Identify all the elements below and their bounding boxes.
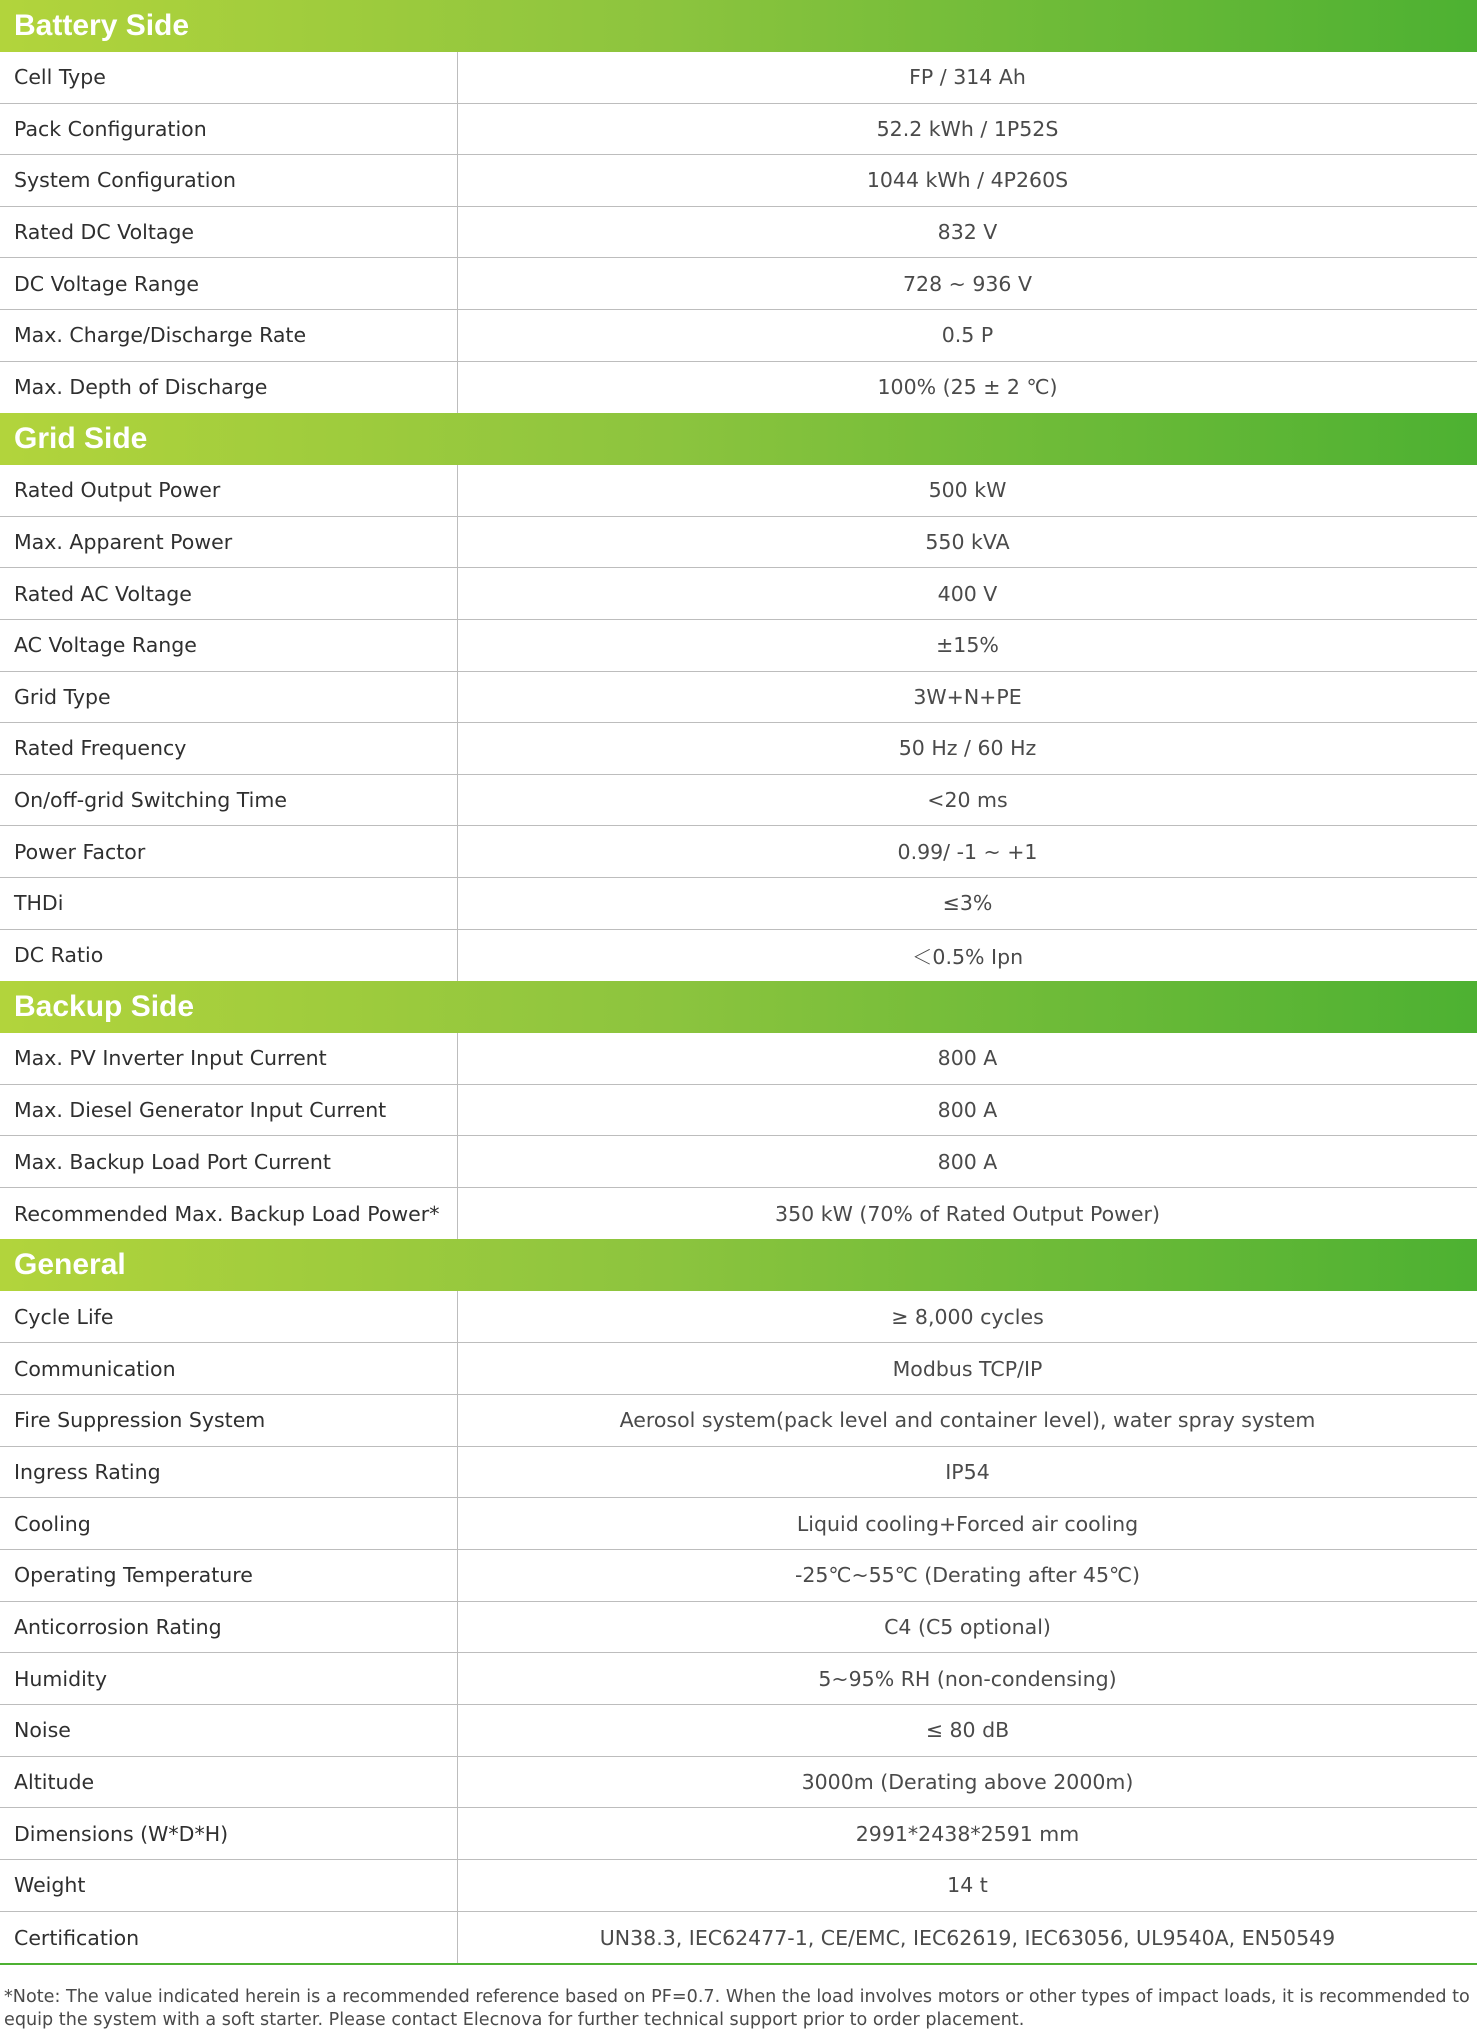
- spec-row: [0, 1291, 1477, 1343]
- spec-label: Grid Type: [0, 672, 458, 723]
- spec-row: [0, 672, 1477, 724]
- spec-label: Max. Diesel Generator Input Current: [0, 1085, 458, 1136]
- spec-label: Cell Type: [0, 52, 458, 103]
- spec-label: AC Voltage Range: [0, 620, 458, 671]
- spec-value: 800 A: [937, 1046, 998, 1071]
- spec-row: [0, 1085, 1477, 1137]
- spec-label: Max. Apparent Power: [0, 517, 458, 568]
- spec-value: ≤ 80 dB: [925, 1718, 1010, 1743]
- spec-label: Max. Backup Load Port Current: [0, 1136, 458, 1187]
- section-grid-side: [0, 413, 1477, 981]
- spec-row: [0, 1860, 1477, 1912]
- section-header-general: General: [0, 1239, 1477, 1291]
- spec-label: Ingress Rating: [0, 1447, 458, 1498]
- section-battery-side: [0, 0, 1477, 413]
- spec-row: [0, 1136, 1477, 1188]
- spec-row: [0, 517, 1477, 569]
- spec-row: [0, 1808, 1477, 1860]
- spec-row: [0, 52, 1477, 104]
- spec-row: [0, 362, 1477, 414]
- spec-label: DC Ratio: [0, 930, 458, 982]
- spec-value: Modbus TCP/IP: [892, 1356, 1043, 1381]
- bottom-divider: [0, 1963, 1477, 1965]
- spec-label: Operating Temperature: [0, 1550, 458, 1601]
- spec-value: 800 A: [937, 1149, 998, 1174]
- spec-row: [0, 1757, 1477, 1809]
- spec-value: Aerosol system(pack level and container level), water spray system: [619, 1408, 1316, 1433]
- spec-row: [0, 620, 1477, 672]
- spec-label: Weight: [0, 1860, 458, 1911]
- spec-row: [0, 1447, 1477, 1499]
- spec-row: [0, 568, 1477, 620]
- footnote: *Note: The value indicated herein is a recommended reference based on PF=0.7. When the load involves motors or other types of impact loads, it is recommended to equip the system with a soft starter. Please contact Elecnova for further technical support prior to order placement.: [4, 1987, 1470, 2030]
- spec-row: [0, 465, 1477, 517]
- spec-label: Cycle Life: [0, 1291, 458, 1342]
- spec-row: [0, 826, 1477, 878]
- spec-label: Max. Charge/Discharge Rate: [0, 310, 458, 361]
- section-header-backup-side: Backup Side: [0, 981, 1477, 1033]
- spec-label: On/off-grid Switching Time: [0, 775, 458, 826]
- spec-label: Rated DC Voltage: [0, 207, 458, 258]
- spec-label: System Configuration: [0, 155, 458, 206]
- spec-row: [0, 1033, 1477, 1085]
- spec-label: Max. PV Inverter Input Current: [0, 1033, 458, 1084]
- spec-value: -25℃~55℃ (Derating after 45℃): [794, 1563, 1141, 1588]
- spec-row: [0, 1343, 1477, 1395]
- spec-value: IP54: [945, 1459, 990, 1484]
- section-backup-side: [0, 981, 1477, 1239]
- spec-value: 5~95% RH (non-condensing): [818, 1666, 1117, 1691]
- spec-row: [0, 1912, 1477, 1964]
- spec-value: 3W+N+PE: [913, 684, 1022, 709]
- spec-value: 1044 kWh / 4P260S: [866, 168, 1069, 193]
- spec-row: [0, 1395, 1477, 1447]
- spec-row: [0, 1498, 1477, 1550]
- section-header-battery-side: Battery Side: [0, 0, 1477, 52]
- spec-row: [0, 1653, 1477, 1705]
- spec-label: Pack Configuration: [0, 104, 458, 155]
- spec-row: [0, 207, 1477, 259]
- spec-value: 100% (25 ± 2 ℃): [877, 375, 1058, 400]
- spec-value: 50 Hz / 60 Hz: [898, 736, 1037, 761]
- spec-value: ≤3%: [942, 891, 993, 916]
- spec-label: Max. Depth of Discharge: [0, 362, 458, 414]
- spec-value: 0.5 P: [941, 323, 994, 348]
- spec-row: [0, 1550, 1477, 1602]
- spec-label: Power Factor: [0, 826, 458, 877]
- spec-label: Dimensions (W*D*H): [0, 1808, 458, 1859]
- spec-label: THDi: [0, 878, 458, 929]
- spec-value: 400 V: [937, 581, 998, 606]
- spec-row: [0, 1602, 1477, 1654]
- spec-value: 14 t: [947, 1873, 988, 1898]
- spec-value: 52.2 kWh / 1P52S: [876, 116, 1059, 141]
- spec-label: Rated AC Voltage: [0, 568, 458, 619]
- spec-value: 2991*2438*2591 mm: [855, 1821, 1080, 1846]
- spec-label: Anticorrosion Rating: [0, 1602, 458, 1653]
- spec-value: <20 ms: [927, 788, 1008, 813]
- section-general: [0, 1239, 1477, 1963]
- spec-value: 800 A: [937, 1097, 998, 1122]
- spec-label: Communication: [0, 1343, 458, 1394]
- spec-value: C4 (C5 optional): [884, 1614, 1051, 1639]
- spec-label: Altitude: [0, 1757, 458, 1808]
- spec-row: [0, 878, 1477, 930]
- spec-label: Fire Suppression System: [0, 1395, 458, 1446]
- spec-row: [0, 1705, 1477, 1757]
- spec-value: UN38.3, IEC62477-1, CE/EMC, IEC62619, IEC63056, UL9540A, EN50549: [599, 1925, 1336, 1950]
- spec-label: Humidity: [0, 1653, 458, 1704]
- spec-value: ≥ 8,000 cycles: [891, 1304, 1044, 1329]
- spec-row: [0, 155, 1477, 207]
- spec-label: Certification: [0, 1912, 458, 1964]
- spec-row: [0, 1188, 1477, 1240]
- spec-label: Rated Frequency: [0, 723, 458, 774]
- spec-row: [0, 723, 1477, 775]
- spec-value: 550 kVA: [925, 530, 1010, 555]
- spec-row: [0, 258, 1477, 310]
- section-header-grid-side: Grid Side: [0, 413, 1477, 465]
- spec-value: ＜0.5% Ipn: [911, 945, 1024, 970]
- spec-row: [0, 310, 1477, 362]
- spec-value: 728 ~ 936 V: [902, 271, 1032, 296]
- spec-row: [0, 775, 1477, 827]
- spec-value: Liquid cooling+Forced air cooling: [796, 1511, 1139, 1536]
- spec-value: 832 V: [937, 220, 998, 245]
- spec-value: 350 kW (70% of Rated Output Power): [775, 1201, 1160, 1226]
- spec-value: FP / 314 Ah: [909, 65, 1026, 90]
- spec-row: [0, 930, 1477, 982]
- spec-label: Recommended Max. Backup Load Power*: [0, 1188, 458, 1240]
- spec-row: [0, 104, 1477, 156]
- spec-value: 500 kW: [928, 478, 1007, 503]
- spec-label: Rated Output Power: [0, 465, 458, 516]
- spec-label: Cooling: [0, 1498, 458, 1549]
- spec-value: ±15%: [936, 633, 999, 658]
- spec-label: DC Voltage Range: [0, 258, 458, 309]
- spec-label: Noise: [0, 1705, 458, 1756]
- spec-value: 3000m (Derating above 2000m): [801, 1770, 1134, 1794]
- spec-value: 0.99/ -1 ~ +1: [897, 839, 1038, 864]
